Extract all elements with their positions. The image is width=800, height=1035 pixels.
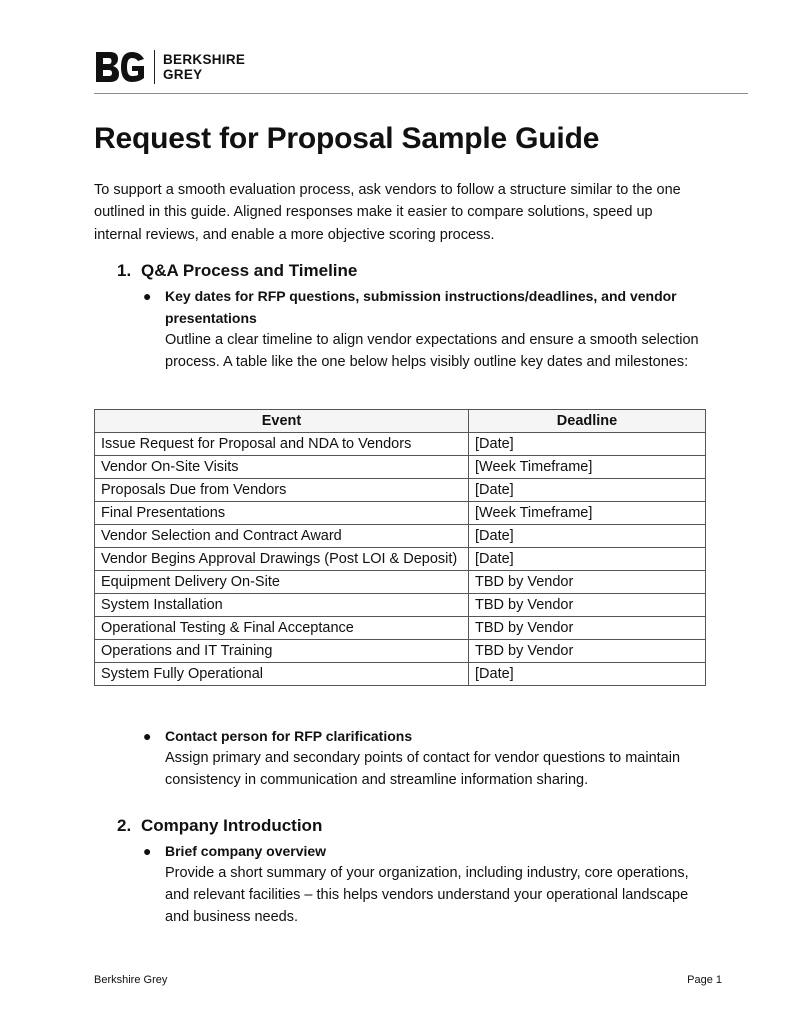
- table-cell-deadline: [Date]: [469, 433, 706, 456]
- bullet-contact-person: [143, 725, 713, 791]
- table-cell-event: Vendor Begins Approval Drawings (Post LOI & Deposit): [95, 548, 469, 571]
- bullet-company-overview: [143, 840, 713, 928]
- footer-page-number: Page 1: [687, 974, 722, 986]
- page-title: Request for Proposal Sample Guide: [94, 122, 600, 155]
- table-row: [95, 640, 706, 663]
- table-header-event: Event: [95, 410, 469, 433]
- table-row: [95, 571, 706, 594]
- table-header-row: [95, 410, 706, 433]
- table-cell-deadline: TBD by Vendor: [469, 617, 706, 640]
- table-cell-event: Vendor On-Site Visits: [95, 456, 469, 479]
- section-title: Q&A Process and Timeline: [141, 261, 358, 280]
- header-divider: [94, 93, 748, 94]
- table-row: [95, 617, 706, 640]
- table-cell-event: System Installation: [95, 594, 469, 617]
- table-cell-deadline: [Week Timeframe]: [469, 456, 706, 479]
- bullet-key-dates: [143, 285, 713, 373]
- table-row: [95, 525, 706, 548]
- bullet-dot-icon: ●: [143, 288, 152, 304]
- table-cell-deadline: [Date]: [469, 525, 706, 548]
- table-cell-deadline: [Date]: [469, 663, 706, 686]
- logo-line-2: GREY: [163, 67, 203, 82]
- table-cell-deadline: [Week Timeframe]: [469, 502, 706, 525]
- section-number: 2.: [117, 816, 132, 835]
- company-logo: [94, 50, 245, 84]
- footer-company: Berkshire Grey: [94, 974, 168, 986]
- table-cell-event: Vendor Selection and Contract Award: [95, 525, 469, 548]
- table-row: [95, 456, 706, 479]
- table-cell-event: System Fully Operational: [95, 663, 469, 686]
- bullet-title: Contact person for RFP clarifications: [165, 728, 413, 744]
- bullet-title: Brief company overview: [165, 843, 327, 859]
- bg-logo-mark-icon: [94, 50, 146, 84]
- table-cell-deadline: [Date]: [469, 479, 706, 502]
- table-row: [95, 479, 706, 502]
- bullet-text: Assign primary and secondary points of contact for vendor questions to maintain consistency in communication and streamline information sharing.: [165, 750, 681, 788]
- section-heading-company: [117, 816, 322, 836]
- bullet-dot-icon: ●: [143, 843, 152, 859]
- table-cell-event: Equipment Delivery On-Site: [95, 571, 469, 594]
- table-cell-event: Issue Request for Proposal and NDA to Vendors: [95, 433, 469, 456]
- table-row: [95, 594, 706, 617]
- table-cell-event: Operations and IT Training: [95, 640, 469, 663]
- section-number: 1.: [117, 261, 132, 280]
- table-row: [95, 433, 706, 456]
- section-title: Company Introduction: [141, 816, 323, 835]
- logo-line-1: BERKSHIRE: [163, 52, 246, 67]
- table-row: [95, 502, 706, 525]
- intro-paragraph: To support a smooth evaluation process, ask vendors to follow a structure similar to the one outlined in this guide. Aligned responses make it easier to compare solutions, speed up internal reviews, and enable a more objective scoring process.: [94, 182, 681, 243]
- table-cell-event: Operational Testing & Final Acceptance: [95, 617, 469, 640]
- timeline-table: [94, 409, 706, 686]
- bullet-dot-icon: ●: [143, 728, 152, 744]
- bullet-title: Key dates for RFP questions, submission instructions/deadlines, and vendor presentations: [165, 288, 677, 326]
- table-cell-deadline: TBD by Vendor: [469, 571, 706, 594]
- table-cell-deadline: TBD by Vendor: [469, 594, 706, 617]
- table-cell-deadline: [Date]: [469, 548, 706, 571]
- logo-divider: [154, 50, 155, 84]
- table-row: [95, 548, 706, 571]
- logo-wordmark: [163, 52, 245, 82]
- section-heading-qa: [117, 261, 357, 281]
- bullet-text: Provide a short summary of your organization, including industry, core operations, and relevant facilities – this helps vendors understand your operational landscape and business needs.: [165, 865, 689, 925]
- table-cell-deadline: TBD by Vendor: [469, 640, 706, 663]
- table-cell-event: Final Presentations: [95, 502, 469, 525]
- bullet-text: Outline a clear timeline to align vendor expectations and ensure a smooth selection process. A table like the one below helps visibly outline key dates and milestones:: [165, 332, 699, 370]
- table-header-deadline: Deadline: [469, 410, 706, 433]
- table-cell-event: Proposals Due from Vendors: [95, 479, 469, 502]
- table-row: [95, 663, 706, 686]
